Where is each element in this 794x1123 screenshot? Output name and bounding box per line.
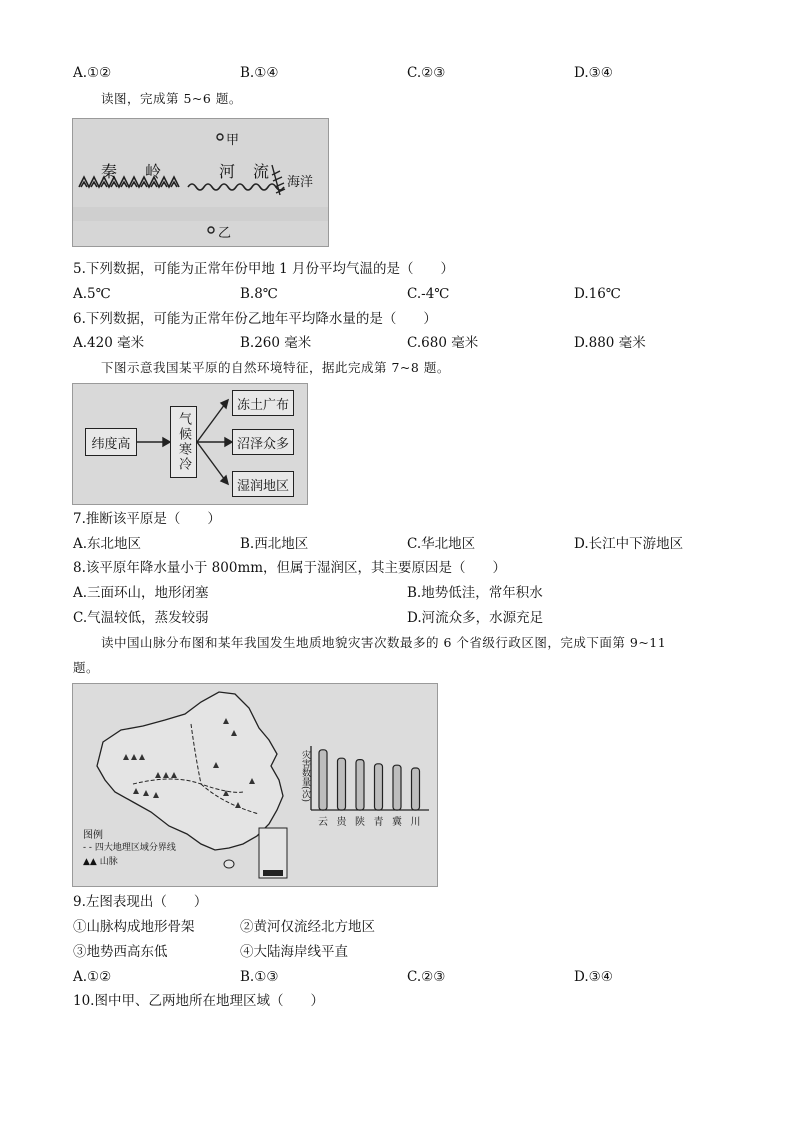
q8-option-a: A.三面环山，地形闭塞 [73, 585, 209, 601]
q9-item-3: ③地势西高东低 [73, 944, 168, 960]
figure-plain-flowchart [72, 383, 308, 505]
bar-category-label: 陕 [355, 817, 365, 828]
label-ling: 岭 [145, 162, 162, 181]
label-qin: 秦 [101, 162, 118, 181]
bar-1 [338, 758, 346, 810]
label-jia: 甲 [226, 133, 240, 148]
box-humid: 湿润地区 [232, 471, 294, 497]
figure-mountains-map-and-chart [72, 683, 438, 887]
q4-option-c: C.②③ [407, 65, 446, 81]
q6-option-d: D.880 毫米 [574, 335, 646, 351]
q4-option-a: A.①② [73, 65, 112, 81]
bar-category-label: 贵 [336, 817, 347, 828]
q9-option-a: A.①② [73, 969, 112, 985]
bar-3 [375, 764, 383, 810]
q9-stem: 9.左图表现出（ ） [73, 894, 208, 910]
bar-0 [319, 750, 327, 810]
chart-ylabel: 灾害数量(次) [300, 750, 310, 803]
intro-7-8: 下图示意我国某平原的自然环境特征，据此完成第 7~8 题。 [101, 360, 450, 375]
q9-option-b: B.①③ [240, 969, 279, 985]
bar-category-label: 川 [410, 817, 421, 828]
label-yi: 乙 [218, 226, 232, 241]
q6-option-b: B.260 毫米 [240, 335, 312, 351]
q4-option-b: B.①④ [240, 65, 279, 81]
bar-category-label: 青 [373, 817, 384, 828]
q9-item-2: ②黄河仅流经北方地区 [240, 919, 375, 935]
q9-item-4: ④大陆海岸线平直 [240, 944, 348, 960]
legend-title: 图例 [83, 830, 103, 841]
q6-option-c: C.680 毫米 [407, 335, 479, 351]
intro-5-6: 读图，完成第 5~6 题。 [101, 91, 242, 106]
box-permafrost: 冻土广布 [232, 390, 294, 416]
bar-category-label: 云 [318, 817, 328, 828]
bar-category-label: 冀 [392, 817, 402, 828]
q5-option-c: C.-4℃ [407, 286, 450, 302]
bar-5 [412, 768, 420, 810]
q7-option-d: D.长江中下游地区 [574, 536, 684, 552]
q9-item-1: ①山脉构成地形骨架 [73, 919, 195, 935]
q8-stem: 8.该平原年降水量小于 800mm，但属于湿润区，其主要原因是（ ） [73, 560, 507, 576]
legend-boundary: - - 四大地理区域分界线 [83, 843, 176, 853]
q7-option-b: B.西北地区 [240, 536, 309, 552]
box-climate: 气候寒冷 [170, 406, 197, 478]
legend-mountain-label: 山脉 [99, 857, 118, 867]
q5-option-b: B.8℃ [240, 286, 278, 302]
q8-option-b: B.地势低洼，常年积水 [407, 585, 543, 601]
legend-boundary-label: 四大地理区域分界线 [94, 843, 176, 853]
q5-option-d: D.16℃ [574, 286, 621, 302]
bar-4 [393, 765, 401, 810]
q10-stem: 10.图中甲、乙两地所在地理区域（ ） [73, 993, 324, 1009]
q4-option-d: D.③④ [574, 65, 613, 81]
q5-stem: 5.下列数据，可能为正常年份甲地 1 月份平均气温的是（ ） [73, 261, 455, 277]
box-latitude: 纬度高 [85, 428, 137, 456]
intro-9-11-line2: 题。 [73, 660, 100, 675]
q9-option-d: D.③④ [574, 969, 613, 985]
q7-option-a: A.东北地区 [73, 536, 142, 552]
box-swamp: 沼泽众多 [232, 429, 294, 455]
q8-option-d: D.河流众多，水源充足 [407, 610, 544, 626]
q7-stem: 7.推断该平原是（ ） [73, 511, 221, 527]
label-sea: 海洋 [287, 175, 314, 190]
q9-option-c: C.②③ [407, 969, 446, 985]
q7-option-c: C.华北地区 [407, 536, 476, 552]
q6-option-a: A.420 毫米 [73, 335, 145, 351]
legend-mountain: ▲▲ 山脉 [83, 857, 118, 867]
bar-2 [356, 760, 364, 810]
q5-option-a: A.5℃ [73, 286, 111, 302]
label-he: 河 [219, 162, 236, 181]
figure-qinling-river [72, 118, 329, 247]
label-liu: 流 [253, 162, 270, 181]
q8-option-c: C.气温较低，蒸发较弱 [73, 610, 209, 626]
intro-9-11-line1: 读中国山脉分布图和某年我国发生地质地貌灾害次数最多的 6 个省级行政区图，完成下面第 9~11 [101, 635, 667, 650]
q6-stem: 6.下列数据，可能为正常年份乙地年平均降水量的是（ ） [73, 311, 437, 327]
